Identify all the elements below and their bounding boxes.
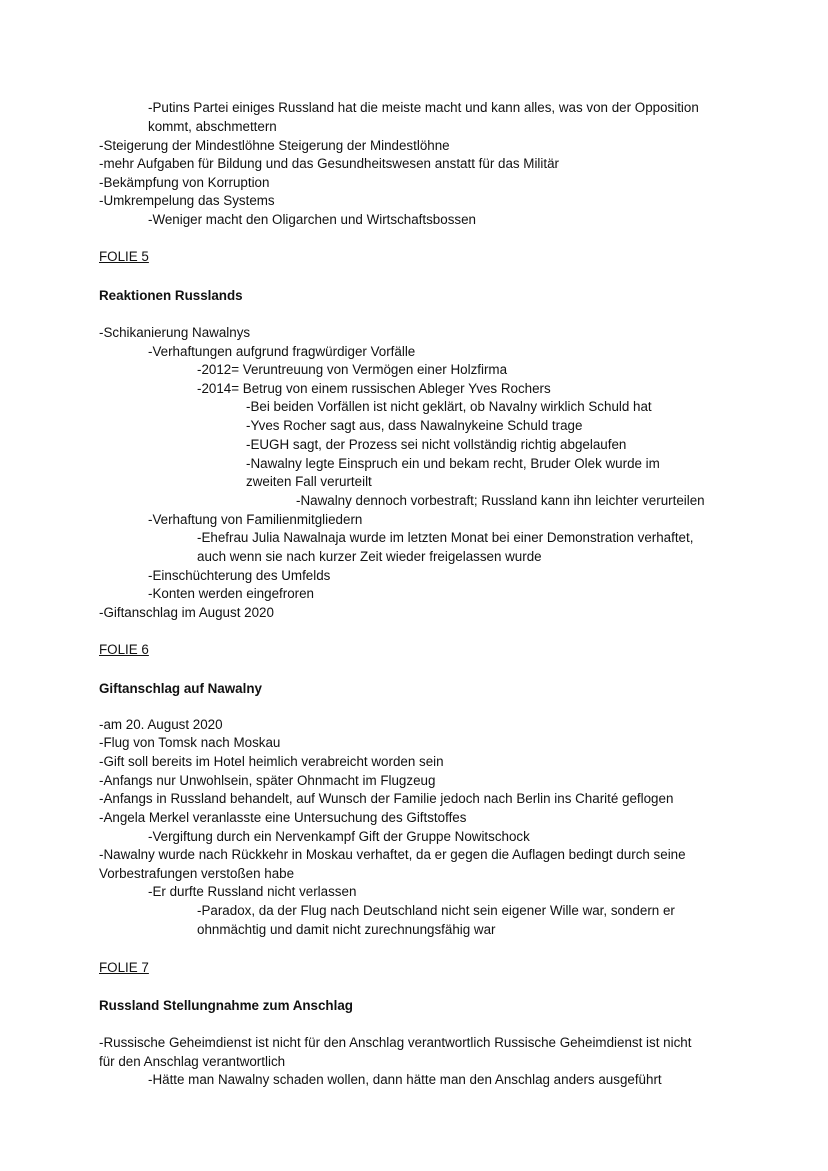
text-line: -Putins Partei einiges Russland hat die meiste macht und kann alles, was von der Opposition xyxy=(148,100,699,115)
folie-6-heading: Giftanschlag auf Nawalny xyxy=(99,681,262,696)
text-line: -Anfangs nur Unwohlsein, später Ohnmacht im Flugzeug xyxy=(99,773,436,788)
text-line: Vorbestrafungen verstoßen habe xyxy=(99,866,295,881)
text-line: kommt, abschmettern xyxy=(148,119,277,134)
text-line: -2012= Veruntreuung von Vermögen einer Holzfirma xyxy=(197,362,508,377)
text-line: auch wenn sie nach kurzer Zeit wieder freigelassen wurde xyxy=(197,549,542,564)
text-line: -Paradox, da der Flug nach Deutschland nicht sein eigener Wille war, sondern er xyxy=(197,903,675,918)
text-line: -Einschüchterung des Umfelds xyxy=(148,568,331,583)
text-line: -Giftanschlag im August 2020 xyxy=(99,605,274,620)
text-line: -Bekämpfung von Korruption xyxy=(99,175,270,190)
text-line: -Vergiftung durch ein Nervenkampf Gift der Gruppe Nowitschock xyxy=(148,829,530,844)
text-line: -Verhaftung von Familienmitgliedern xyxy=(148,512,363,527)
text-line: -Ehefrau Julia Nawalnaja wurde im letzten Monat bei einer Demonstration verhaftet, xyxy=(197,530,694,545)
folie-5-heading: Reaktionen Russlands xyxy=(99,288,243,303)
text-line: -am 20. August 2020 xyxy=(99,717,223,732)
text-line: -Nawalny wurde nach Rückkehr in Moskau verhaftet, da er gegen die Auflagen bedingt durch seine xyxy=(99,847,686,862)
text-line: -Nawalny dennoch vorbestraft; Russland kann ihn leichter verurteilen xyxy=(296,493,705,508)
text-line: -Gift soll bereits im Hotel heimlich verabreicht worden sein xyxy=(99,754,444,769)
text-line: -Angela Merkel veranlasste eine Untersuchung des Giftstoffes xyxy=(99,810,467,825)
text-line: -Steigerung der Mindestlöhne Steigerung der Mindestlöhne xyxy=(99,138,450,153)
text-line: zweiten Fall verurteilt xyxy=(246,474,372,489)
folie-7-heading: Russland Stellungnahme zum Anschlag xyxy=(99,998,353,1013)
text-line: -2014= Betrug von einem russischen Ableger Yves Rochers xyxy=(197,381,551,396)
text-line: -Umkrempelung das Systems xyxy=(99,193,275,208)
text-line: -Verhaftungen aufgrund fragwürdiger Vorfälle xyxy=(148,344,416,359)
text-line: -Russische Geheimdienst ist nicht für den Anschlag verantwortlich Russische Geheimdienst ist nicht xyxy=(99,1035,692,1050)
text-line: -Weniger macht den Oligarchen und Wirtschaftsbossen xyxy=(148,212,476,227)
text-line: -Yves Rocher sagt aus, dass Nawalnykeine Schuld trage xyxy=(246,418,583,433)
text-line: -Hätte man Nawalny schaden wollen, dann hätte man den Anschlag anders ausgeführt xyxy=(148,1072,662,1087)
text-line: -Bei beiden Vorfällen ist nicht geklärt, ob Navalny wirklich Schuld hat xyxy=(246,399,652,414)
folie-7-label: FOLIE 7 xyxy=(99,960,149,975)
text-line: -Konten werden eingefroren xyxy=(148,586,315,601)
text-line: -Er durfte Russland nicht verlassen xyxy=(148,884,357,899)
text-line: -Flug von Tomsk nach Moskau xyxy=(99,735,281,750)
text-line: -Anfangs in Russland behandelt, auf Wunsch der Familie jedoch nach Berlin ins Charité geflogen xyxy=(99,791,674,806)
text-line: -Nawalny legte Einspruch ein und bekam recht, Bruder Olek wurde im xyxy=(246,456,660,471)
text-line: -EUGH sagt, der Prozess sei nicht vollständig richtig abgelaufen xyxy=(246,437,627,452)
text-line: -Schikanierung Nawalnys xyxy=(99,325,251,340)
folie-5-label: FOLIE 5 xyxy=(99,249,149,264)
folie-6-label: FOLIE 6 xyxy=(99,642,149,657)
text-line: -mehr Aufgaben für Bildung und das Gesundheitswesen anstatt für das Militär xyxy=(99,156,560,171)
text-line: ohnmächtig und damit nicht zurechnungsfähig war xyxy=(197,922,496,937)
text-line: für den Anschlag verantwortlich xyxy=(99,1054,286,1069)
